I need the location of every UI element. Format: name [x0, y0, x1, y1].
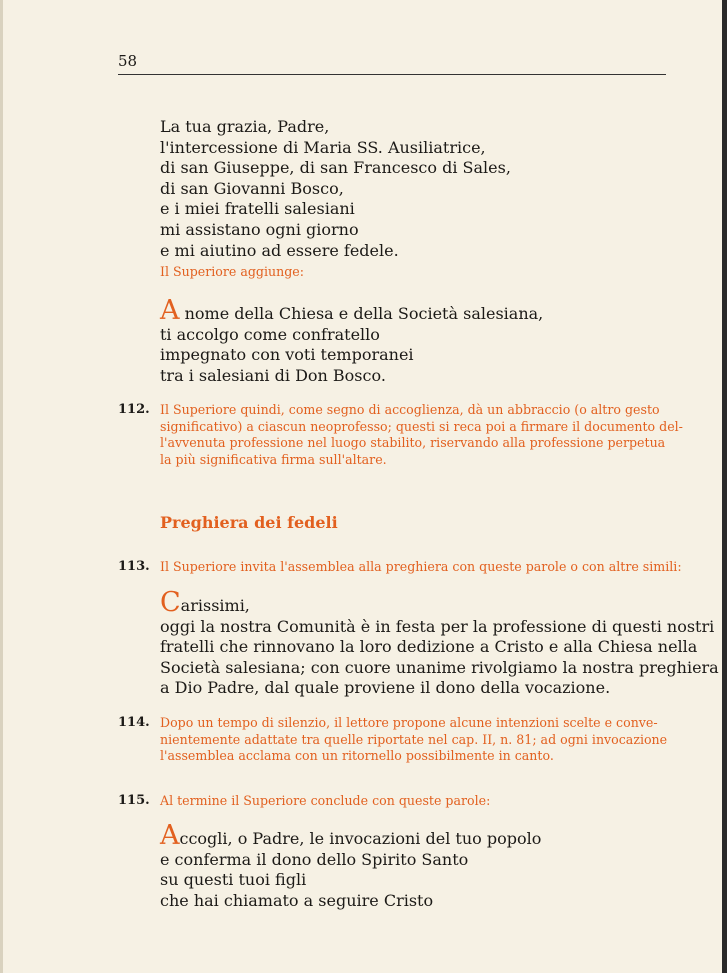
prayer-first-line — [160, 295, 544, 326]
prayer-line-rest: ccogli, o Padre, le invocazioni del tuo popolo — [179, 829, 542, 848]
rubric-line: Dopo un tempo di silenzio, il lettore propone alcune intenzioni scelte e conve- — [160, 715, 658, 730]
prayer-first-line — [160, 587, 719, 618]
prayer-conclusion — [160, 820, 542, 911]
rubric-line: l'assemblea acclama con un ritornello possibilmente in canto. — [160, 748, 554, 764]
section-number-115: 115. — [118, 793, 150, 808]
prayer-grace — [160, 117, 511, 261]
prayer-line: che hai chiamato a seguire Cristo — [160, 890, 434, 910]
rubric-line: Il Superiore quindi, come segno di accoglienza, dà un abbraccio (o altro gesto — [160, 402, 660, 417]
rubric-line: Al termine il Superiore conclude con queste parole: — [160, 793, 491, 808]
section-heading: Preghiera dei fedeli — [160, 513, 338, 532]
rubric-115 — [160, 793, 490, 810]
rubric-line: la più significativa firma sull'altare. — [160, 451, 387, 467]
section-number-113: 113. — [118, 559, 150, 574]
prayer-line: oggi la nostra Comunità è in festa per la professione di questi nostri — [160, 616, 715, 636]
rubric-superiore-aggiunge: Il Superiore aggiunge: — [160, 264, 305, 279]
prayer-line: a Dio Padre, dal quale proviene il dono della vocazione. — [160, 678, 611, 698]
prayer-line: di san Giuseppe, di san Francesco di Sales, — [160, 158, 511, 178]
prayer-line: ti accolgo come confratello — [160, 324, 380, 344]
prayer-acceptance — [160, 295, 544, 386]
rubric-line: nientemente adattate tra quelle riportate nel cap. II, n. 81; ad ogni invocazione — [160, 731, 668, 747]
prayer-line: e mi aiutino ad essere fedele. — [160, 240, 399, 260]
prayer-line: tra i salesiani di Don Bosco. — [160, 365, 386, 385]
rubric-112 — [160, 402, 683, 468]
rubric-114 — [160, 715, 667, 765]
header-rule — [118, 74, 666, 75]
prayer-line: su questi tuoi figli — [160, 870, 307, 890]
prayer-line: e conferma il dono dello Spirito Santo — [160, 849, 469, 869]
page-right-edge — [722, 0, 727, 973]
section-number-114: 114. — [118, 715, 150, 730]
prayer-line: mi assistano ogni giorno — [160, 219, 359, 239]
section-number-112: 112. — [118, 402, 150, 417]
drop-cap: C — [160, 587, 181, 618]
prayer-line: l'intercessione di Maria SS. Ausiliatrice, — [160, 137, 486, 157]
prayer-line-rest: arissimi, — [180, 596, 250, 615]
rubric-line: l'avvenuta professione nel luogo stabilito, riservando alla professione perpetua — [160, 435, 666, 451]
prayer-first-line — [160, 820, 542, 851]
page-number: 58 — [118, 52, 138, 70]
prayer-line: impegnato con voti temporanei — [160, 345, 414, 365]
prayer-invitation — [160, 587, 719, 699]
prayer-line: Società salesiana; con cuore unanime rivolgiamo la nostra preghiera — [160, 657, 719, 677]
prayer-line: di san Giovanni Bosco, — [160, 178, 344, 198]
rubric-line: Il Superiore invita l'assemblea alla preghiera con queste parole o con altre simili: — [160, 559, 682, 574]
drop-cap: A — [160, 295, 180, 326]
prayer-line: La tua grazia, Padre, — [160, 117, 330, 136]
page-left-edge — [0, 0, 3, 973]
rubric-line: significativo) a ciascun neoprofesso; questi si reca poi a firmare il documento del- — [160, 418, 683, 434]
drop-cap: A — [160, 820, 180, 851]
prayer-line: e i miei fratelli salesiani — [160, 199, 355, 219]
rubric-113 — [160, 559, 682, 576]
prayer-line: fratelli che rinnovano la loro dedizione a Cristo e alla Chiesa nella — [160, 637, 698, 657]
prayer-line-rest: nome della Chiesa e della Società salesiana, — [179, 304, 544, 323]
